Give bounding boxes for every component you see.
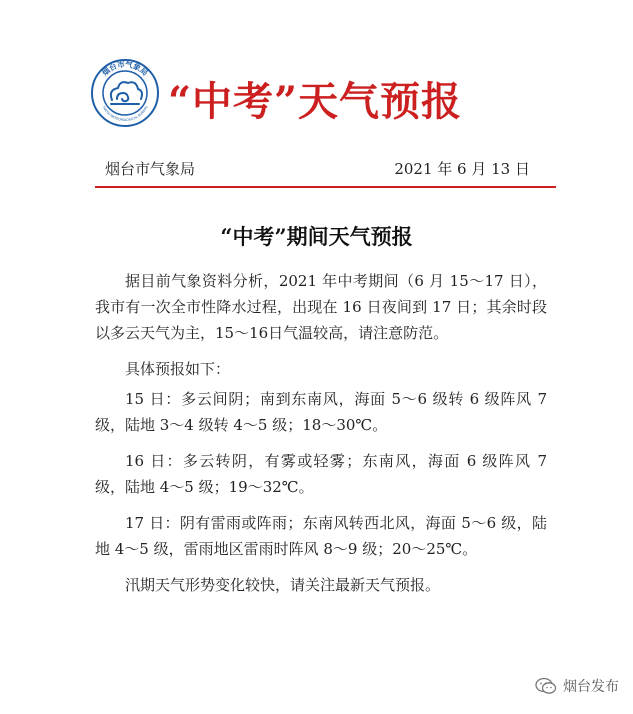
article-body (95, 268, 547, 608)
watermark-label: 烟台发布 (563, 679, 619, 695)
cloud-swirl-icon (111, 82, 142, 104)
red-divider (95, 186, 556, 188)
issuer-date-row (105, 158, 530, 180)
document-title: “中考”天气预报 (168, 78, 463, 125)
paragraph-notice: 汛期天气形势变化较快，请关注最新天气预报。 (125, 576, 441, 594)
paragraph-day-17: 17 日：阴有雷雨或阵雨；东南风转西北风，海面 5～6 级，陆地 4～5 级，雷雨地区雷雨时阵风 8～9 级；20～25℃。 (95, 514, 547, 558)
paragraph-intro: 具体预报如下： (125, 360, 231, 378)
source-watermark (535, 672, 619, 700)
logo-bottom-text: YANTAI METEOROLOGICAL BUREAU (101, 105, 149, 123)
paragraph-summary: 据目前气象资料分析，2021 年中考期间（6 月 15～17 日），我市有一次全市性降水过程，出现在 16 日夜间到 17 日；其余时段以多云天气为主，15～16日气温较高，请注意防范。 (95, 272, 547, 342)
paragraph-day-15: 15 日：多云间阴；南到东南风，海面 5～6 级转 6 级阵风 7 级，陆地 3～4 级转 4～5 级；18～30℃。 (95, 390, 547, 434)
issuer: 烟台市气象局 (105, 160, 196, 178)
meteorological-bureau-logo (90, 58, 160, 128)
wechat-icon (535, 677, 557, 695)
logo-top-text: 烟台市气象局 (100, 59, 150, 78)
article-heading: “中考”期间天气预报 (220, 224, 413, 249)
issue-date: 2021 年 6 月 13 日 (394, 160, 530, 178)
paragraph-day-16: 16 日：多云转阴，有雾或轻雾；东南风，海面 6 级阵风 7 级，陆地 4～5 级；19～32℃。 (95, 452, 547, 496)
